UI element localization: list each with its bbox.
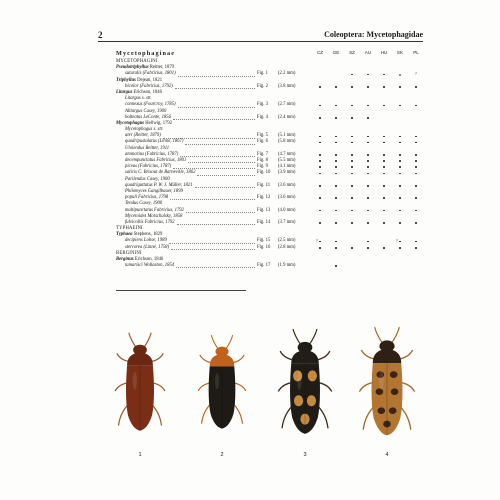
occurrence-dot (383, 154, 385, 156)
highlight (215, 373, 219, 389)
tribe-name: TYPHAEINI (116, 226, 143, 232)
body-length: (2.5 mm) (278, 238, 296, 244)
tribe-name: MYCETOPHAGINI (116, 59, 158, 64)
figure-ref: Fig. 3 (257, 102, 268, 108)
occurrence-dot (383, 74, 385, 76)
genus-author: Erichson, 1846 (133, 257, 164, 262)
subgenus-name: Alitargus Casey, 1900 (125, 108, 167, 114)
page-number: 2 (98, 30, 103, 40)
occurrence-dot (383, 160, 385, 162)
elytral-spot (391, 388, 399, 395)
occurrence-query-mark: ? (396, 237, 398, 243)
genus-label: Triphyllus (116, 77, 136, 83)
elytral-spot (390, 371, 398, 378)
occurrence-dot (367, 142, 369, 144)
figure-ref: Fig. 15 (257, 238, 271, 244)
occurrence-dot (399, 173, 401, 175)
dot-leader (188, 162, 255, 163)
occurrence-dot (335, 265, 337, 267)
occurrence-dot (335, 222, 337, 224)
occurrence-dot (335, 86, 337, 88)
occurrence-dot (319, 166, 321, 168)
occurrence-dot (319, 241, 321, 243)
dot-leader (173, 119, 255, 120)
occurrence-dot (367, 166, 369, 168)
elytral-spot (389, 407, 397, 414)
occurrence-dot (335, 210, 337, 212)
occurrence-dot (399, 86, 401, 88)
occurrence-dot (415, 105, 417, 107)
occurrence-dot (335, 166, 337, 168)
occurrence-dot (351, 247, 353, 249)
pronotum (127, 352, 153, 365)
figure-ref: Fig. 14 (257, 219, 271, 225)
dot-leader (163, 138, 255, 139)
beetle-figure (352, 320, 422, 460)
figure-ref: Fig. 4 (257, 114, 268, 120)
occurrence-dot (319, 247, 321, 249)
figure-ref: Fig. 10 (257, 170, 271, 176)
species-name: bicolor (Fabricius, 1792) (125, 83, 173, 89)
occurrence-dot (367, 86, 369, 88)
pronotum (291, 350, 319, 364)
subgenus-name: Ulolendus Reitter, 1911 (125, 145, 170, 151)
occurrence-dot (351, 185, 353, 187)
body-length: (3.9 mm) (278, 170, 296, 176)
elytral-spot (294, 395, 303, 406)
header-rule (98, 41, 423, 42)
left-antenna (293, 329, 301, 346)
occurrence-dot (399, 247, 401, 249)
species-checklist (116, 59, 424, 269)
elytral-spot (307, 395, 316, 406)
occurrence-dot (415, 142, 417, 144)
subgenus-name: Mycetophagus s. str. (125, 127, 164, 133)
occurrence-dot (319, 173, 321, 175)
genus-author: Stephens, 1829 (132, 232, 163, 238)
beetle-figure-number: 4 (385, 452, 389, 458)
species-name: fulvicollis Fabricius, 1792 (125, 219, 175, 225)
occurrence-dot (415, 136, 417, 138)
pronotum (210, 354, 235, 366)
beetle-plate (90, 320, 425, 480)
dot-leader (176, 267, 255, 268)
occurrence-dot (415, 160, 417, 162)
occurrence-dot (383, 210, 385, 212)
dot-leader (186, 212, 255, 213)
body-length: (4.7 mm) (278, 151, 296, 157)
occurrence-dot (399, 241, 401, 243)
genus-author: Hellwig, 1792 (144, 120, 173, 126)
left-antenna (375, 327, 384, 344)
body-length: (2.4 mm) (278, 114, 296, 120)
occurrence-dot (367, 173, 369, 175)
country-columns (314, 50, 424, 58)
occurrence-dot (351, 142, 353, 144)
country-header-hu: HU (380, 50, 388, 55)
occurrence-dot (383, 173, 385, 175)
left-antenna (211, 335, 218, 350)
elytral-spot (308, 370, 317, 381)
species-name: stercorea (Linné, 1758) (125, 244, 170, 250)
occurrence-dot (415, 154, 417, 156)
body-length: (1.9 mm) (278, 263, 296, 269)
body-length: (3.6 mm) (278, 195, 296, 201)
body-length: (3.7 mm) (278, 219, 296, 225)
figure-ref: Fig. 8 (257, 158, 268, 163)
dot-leader (177, 224, 255, 225)
beetle-figure-number: 1 (138, 452, 142, 458)
occurrence-dot (383, 86, 385, 88)
checklist-end-rule (116, 290, 246, 291)
occurrence-dot (367, 154, 369, 156)
species-name: tamarisci Wollaston, 1854 (125, 263, 175, 269)
occurrence-dot (383, 197, 385, 199)
occurrence-dot (319, 160, 321, 162)
occurrence-dot (351, 154, 353, 156)
species-name: balteatus LeConte, 1856 (125, 114, 171, 120)
occurrence-dot (367, 247, 369, 249)
occurrence-dot (335, 185, 337, 187)
dot-leader (170, 199, 255, 200)
occurrence-uncertain: ? (415, 70, 417, 76)
occurrence-dot (335, 105, 337, 107)
highlight (379, 371, 384, 390)
occurrence-dot (367, 210, 369, 212)
body-length: (2.7 mm) (278, 102, 296, 108)
beetle-figure (187, 320, 257, 460)
genus-author: Dejean, 1821 (135, 77, 163, 83)
body-length: (4.1 mm) (278, 164, 296, 170)
occurrence-dot (415, 185, 417, 187)
subgenus-name: Litargus s. str. (125, 96, 152, 102)
occurrence-dot (383, 166, 385, 168)
occurrence-dot (319, 117, 321, 119)
dot-leader (178, 107, 255, 108)
species-name: decempunctatus Fabricius, 1801 (125, 158, 187, 163)
dot-leader (171, 249, 255, 250)
species-name: salicis C. Brisout de Barneville, 1862 (125, 170, 196, 176)
species-name: decipiens Lohse, 1989 (125, 238, 167, 244)
occurrence-dot (383, 105, 385, 107)
occurrence-dot (351, 197, 353, 199)
genus-label: Berginus (116, 257, 134, 262)
occurrence-dot (335, 241, 337, 243)
dot-leader (180, 156, 255, 157)
body-length: (5.1 mm) (278, 133, 296, 139)
occurrence-dot (399, 105, 401, 107)
species-name: piceus (Fabricius, 1787) (125, 164, 172, 170)
occurrence-dot (383, 136, 385, 138)
occurrence-dot (399, 160, 401, 162)
occurrence-dot (367, 117, 369, 119)
occurrence-dot (415, 197, 417, 199)
occurrence-dot (399, 166, 401, 168)
occurrence-dot (351, 136, 353, 138)
figure-ref: Fig. 16 (257, 244, 271, 250)
occurrence-dot (367, 160, 369, 162)
occurrence-dot (399, 185, 401, 187)
occurrence-dot (399, 197, 401, 199)
country-header-pl: PL (413, 50, 419, 55)
occurrence-dot (367, 222, 369, 224)
occurrence-dot (415, 86, 417, 88)
occurrence-dot (351, 86, 353, 88)
beetle-figure-number: 3 (303, 452, 307, 458)
occurrence-dot (415, 241, 417, 243)
country-header-sk: SK (396, 50, 404, 55)
dot-leader (197, 175, 255, 176)
occurrence-dot (319, 86, 321, 88)
occurrence-dot (351, 105, 353, 107)
occurrence-dot (399, 154, 401, 156)
occurrence-dot (319, 222, 321, 224)
subgenus-name: Parilendus Casey, 1900 (125, 176, 170, 182)
genus-label: Mycetophagus (116, 120, 145, 126)
occurrence-dot (335, 117, 337, 119)
occurrence-dot (351, 166, 353, 168)
genus-label: Typhaea (116, 232, 133, 238)
body-length: (2.8 mm) (278, 244, 296, 250)
figure-ref: Fig. 6 (257, 139, 268, 145)
pronotum (373, 349, 402, 363)
figure-ref: Fig. 13 (257, 207, 271, 213)
beetle-illustration (352, 320, 422, 450)
occurrence-dot (319, 197, 321, 199)
right-antenna (143, 333, 151, 348)
occurrence-dot (319, 185, 321, 187)
occurrence-dot (351, 74, 353, 76)
occurrence-dot (415, 166, 417, 168)
occurrence-dot (351, 117, 353, 119)
occurrence-doubtful-dot (399, 74, 401, 76)
occurrence-dot (351, 222, 353, 224)
beetle-illustration (187, 320, 257, 450)
occurrence-dot (351, 210, 353, 212)
occurrence-dot (383, 222, 385, 224)
beetle-figure (105, 320, 175, 460)
figure-ref: Fig. 17 (257, 263, 271, 269)
species-name: ater (Reitter, 1879) (125, 133, 161, 139)
occurrence-dot (367, 185, 369, 187)
species-name: connexus (Fourcroy, 1785) (125, 102, 176, 108)
occurrence-dot (319, 105, 321, 107)
figure-ref: Fig. 5 (257, 133, 268, 139)
occurrence-query-mark: ? (316, 237, 318, 243)
occurrence-dot (335, 160, 337, 162)
elytral-spot (376, 388, 384, 395)
species-name: quadriguttatus P. W. J. Müller, 1821 (125, 182, 193, 188)
highlight (133, 372, 137, 389)
country-header-sz: SZ (349, 50, 355, 55)
body-length: (3.6 mm) (278, 182, 296, 188)
species-name: suturalis (Fabricius, 1801) (125, 71, 176, 77)
right-antenna (391, 327, 400, 344)
occurrence-dot (319, 136, 321, 138)
subgenus-name: Philomyces Gangilbauer, 1899 (125, 188, 183, 194)
figure-ref: Fig. 7 (257, 151, 268, 157)
beetle-figure (270, 320, 340, 460)
subgenus-name: Tendus Casey, 1900 (125, 201, 163, 207)
body-length: (5.8 mm) (278, 139, 296, 145)
beetle-illustration (105, 320, 175, 450)
species-row (116, 263, 424, 269)
occurrence-dot (399, 136, 401, 138)
species-name: atomarius (Fabricius, 1787) (125, 151, 179, 157)
beetle-figure-number: 2 (220, 452, 224, 458)
left-antenna (129, 333, 137, 348)
dot-leader (169, 243, 255, 244)
body-length: (4.0 mm) (278, 207, 296, 213)
occurrence-dot (383, 185, 385, 187)
occurrence-dot (399, 222, 401, 224)
occurrence-dot (335, 142, 337, 144)
species-name: multipunctatus Fabricius, 1792 (125, 207, 184, 213)
occurrence-dot (335, 173, 337, 175)
subgenus-name: Mycetoides Motschulsky, 1858 (125, 213, 183, 219)
occurrence-dot (351, 173, 353, 175)
occurrence-dot (335, 247, 337, 249)
occurrence-dot (415, 210, 417, 212)
occurrence-dot (367, 105, 369, 107)
occurrence-dot (335, 197, 337, 199)
occurrence-dot (319, 210, 321, 212)
occurrence-dot (399, 142, 401, 144)
running-head: Coleoptera: Mycetophagidae (324, 30, 423, 39)
dot-leader (178, 76, 255, 77)
dot-leader (185, 144, 255, 145)
body-length: (2.2 mm) (278, 71, 296, 77)
body-length: (5.5 mm) (278, 158, 296, 163)
occurrence-dot (415, 222, 417, 224)
country-header-cz: CZ (316, 50, 324, 55)
occurrence-dot (367, 241, 369, 243)
genus-label: Pseudotriphyllus (116, 65, 149, 71)
elytral-spot (378, 407, 386, 414)
country-header-au: AU (364, 50, 372, 55)
figure-ref: Fig. 2 (257, 83, 268, 89)
occurrence-dot (319, 154, 321, 156)
occurrence-dot (415, 247, 417, 249)
genus-label: Litargus (116, 89, 133, 95)
species-name: populi Fabricius, 1798 (125, 195, 169, 201)
beetle-illustration (270, 320, 340, 450)
right-antenna (225, 335, 232, 350)
figure-ref: Fig. 12 (257, 195, 271, 201)
occurrence-dot (335, 154, 337, 156)
figure-ref: Fig. 11 (257, 182, 271, 188)
genus-author: Erichson, 1846 (132, 89, 162, 95)
highlight (297, 371, 302, 389)
figure-ref: Fig. 9 (257, 164, 268, 170)
right-antenna (309, 329, 317, 346)
subfamily-title: Mycetophaginae (116, 50, 176, 57)
occurrence-dot (351, 160, 353, 162)
country-header-ge: GE (332, 50, 340, 55)
occurrence-dot (383, 142, 385, 144)
occurrence-dot (319, 142, 321, 144)
dot-leader (173, 168, 255, 169)
occurrence-dot (367, 74, 369, 76)
tribe-name: BERGININI (116, 250, 142, 256)
dot-leader (175, 88, 255, 89)
dot-leader (195, 187, 255, 188)
occurrence-dot (383, 247, 385, 249)
body-length: (3.8 mm) (278, 83, 296, 89)
genus-author: Reitter, 1879 (148, 65, 175, 71)
occurrence-dot (415, 173, 417, 175)
figure-ref: Fig. 1 (257, 71, 268, 77)
occurrence-dot (367, 197, 369, 199)
occurrence-dot (335, 136, 337, 138)
species-name: quadripustulatus (Linné, 1867) (125, 139, 184, 145)
occurrence-dot (367, 136, 369, 138)
occurrence-dot (399, 210, 401, 212)
